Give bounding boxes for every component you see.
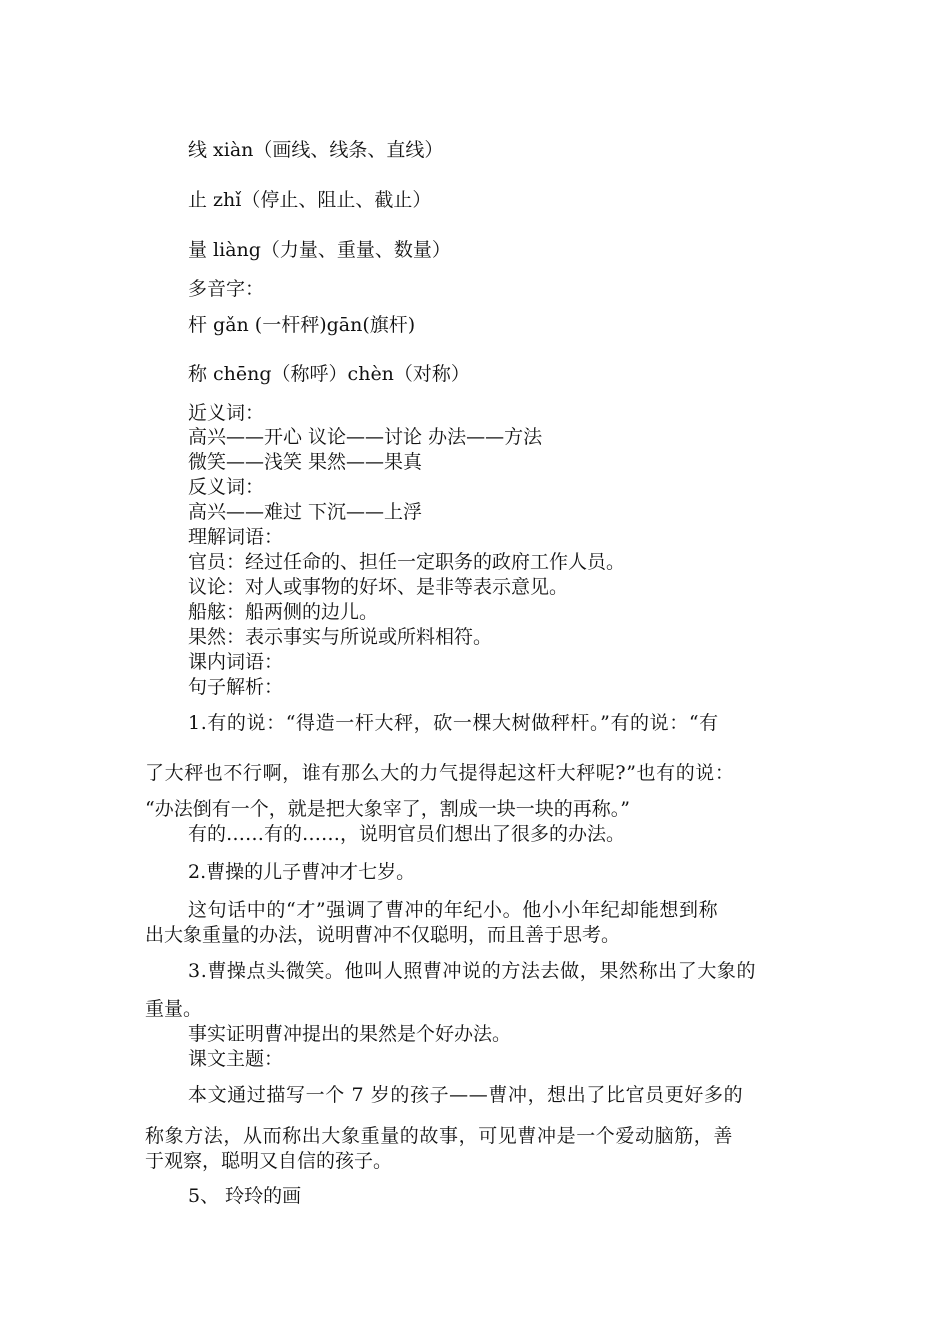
theme-line-1: 本文通过描写一个 7 岁的孩子——曹冲，想出了比官员更好多的 xyxy=(188,1084,744,1106)
sentence-3-explanation: 事实证明曹冲提出的果然是个好办法。 xyxy=(188,1023,512,1045)
polyphone-line-cheng: 称 chēng（称呼）chèn（对称） xyxy=(188,363,470,385)
theme-line-2: 称象方法，从而称出大象重量的故事，可见曹冲是一个爱动脑筋，善 xyxy=(145,1125,734,1147)
sentence-2-explanation-line-2: 出大象重量的办法，说明曹冲不仅聪明，而且善于思考。 xyxy=(145,924,621,946)
section-heading-sentence-analysis: 句子解析： xyxy=(188,676,284,698)
theme-line-3: 于观察，聪明又自信的孩子。 xyxy=(145,1150,393,1172)
sentence-3-line-1: 3.曹操点头微笑。他叫人照曹冲说的方法去做，果然称出了大象的 xyxy=(188,960,757,982)
synonym-line-1: 高兴——开心 议论——讨论 办法——方法 xyxy=(188,426,543,448)
sentence-2: 2.曹操的儿子曹冲才七岁。 xyxy=(188,861,416,883)
pinyin-line-zhi: 止 zhǐ（停止、阻止、截止） xyxy=(188,189,432,211)
sentence-1-line-1: 1.有的说：“得造一杆大秤，砍一棵大树做秤杆。”有的说：“有 xyxy=(188,712,719,734)
section-heading-theme: 课文主题： xyxy=(188,1048,284,1070)
definition-chuanxian: 船舷：船两侧的边儿。 xyxy=(188,601,379,623)
pinyin-line-xian: 线 xiàn（画线、线条、直线） xyxy=(188,139,444,161)
definition-yilun: 议论：对人或事物的好坏、是非等表示意见。 xyxy=(188,576,569,598)
sentence-3-line-2: 重量。 xyxy=(145,998,203,1020)
sentence-2-explanation-line-1: 这句话中的“才”强调了曹冲的年纪小。他小小年纪却能想到称 xyxy=(188,899,719,921)
section-heading-vocabulary: 理解词语： xyxy=(188,526,284,548)
definition-guoran: 果然：表示事实与所说或所料相符。 xyxy=(188,626,493,648)
sentence-1-line-3: “办法倒有一个，就是把大象宰了，割成一块一块的再称。” xyxy=(145,798,630,820)
section-heading-lesson-words: 课内词语： xyxy=(188,651,284,673)
synonym-line-2: 微笑——浅笑 果然——果真 xyxy=(188,451,423,473)
lesson-heading-5: 5、 玲玲的画 xyxy=(188,1185,302,1207)
definition-guanyuan: 官员：经过任命的、担任一定职务的政府工作人员。 xyxy=(188,551,626,573)
section-heading-antonyms: 反义词： xyxy=(188,476,265,498)
antonym-line: 高兴——难过 下沉——上浮 xyxy=(188,501,423,523)
section-heading-polyphones: 多音字： xyxy=(188,278,265,300)
pinyin-line-liang: 量 liàng（力量、重量、数量） xyxy=(188,239,451,261)
section-heading-synonyms: 近义词： xyxy=(188,402,265,424)
polyphone-line-gan: 杆 gǎn (一杆秤)gān(旗杆) xyxy=(188,314,416,336)
sentence-1-line-2: 了大秤也不行啊，谁有那么大的力气提得起这杆大秤呢?”也有的说： xyxy=(145,762,735,784)
sentence-1-explanation: 有的……有的……，说明官员们想出了很多的办法。 xyxy=(188,823,626,845)
